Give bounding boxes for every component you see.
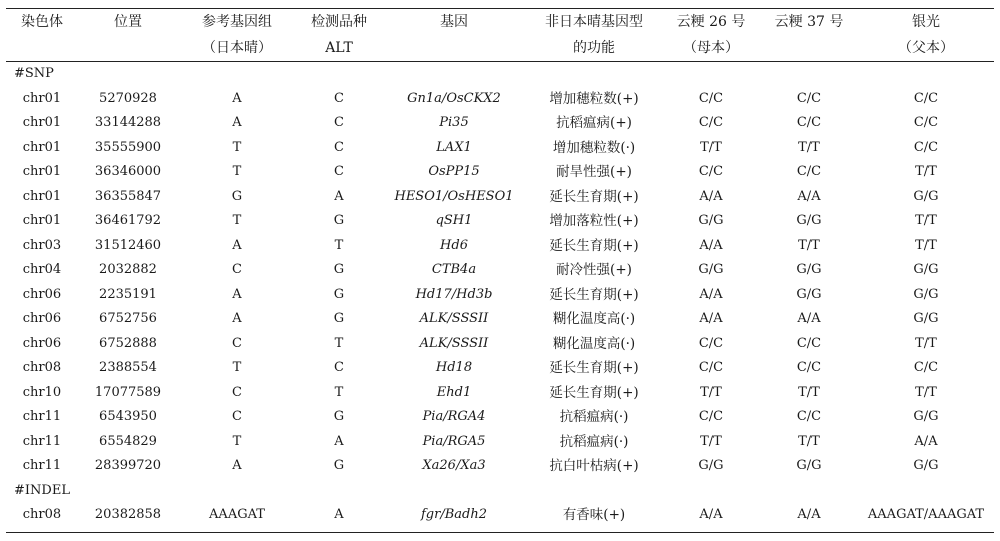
chromosome-cell: chr11 <box>22 458 62 473</box>
function-cell: 耐旱性强(+) <box>556 164 632 180</box>
header-position: 位置 <box>114 14 142 30</box>
gene-cell: LAX1 <box>436 139 472 155</box>
header-yinguang-sub: （父本） <box>898 40 954 56</box>
yinguang-genotype-cell: T/T <box>915 164 937 179</box>
yunjing26-genotype-cell: C/C <box>698 360 724 375</box>
reference-allele-cell: G <box>231 188 243 204</box>
chromosome-cell: chr06 <box>22 335 62 351</box>
alt-allele-cell: G <box>333 286 345 302</box>
yunjing37-genotype-cell: C/C <box>796 360 822 375</box>
yunjing26-genotype-cell: A/A <box>699 311 723 326</box>
yunjing26-genotype-cell: G/G <box>698 262 724 277</box>
header-yunjing37-sub <box>760 35 858 62</box>
table-row <box>6 381 994 406</box>
yinguang-genotype-cell: G/G <box>913 458 939 473</box>
header-yinguang: 银光 <box>912 14 940 30</box>
table-row <box>6 234 994 259</box>
yinguang-genotype-cell: C/C <box>913 360 939 375</box>
yunjing37-genotype-cell: G/G <box>796 458 822 473</box>
position-cell: 6752888 <box>99 335 157 351</box>
chromosome-cell: chr01 <box>22 213 62 228</box>
yinguang-genotype-cell: G/G <box>913 188 939 204</box>
gene-cell: fgr/Badh2 <box>421 507 487 522</box>
alt-allele-cell: A <box>334 433 344 449</box>
genotype-table <box>6 9 994 528</box>
alt-allele-cell: G <box>333 409 345 424</box>
section-row <box>6 62 994 87</box>
table-row <box>6 356 994 381</box>
yunjing37-genotype-cell: A/A <box>797 507 821 522</box>
alt-allele-cell: T <box>334 237 344 253</box>
yinguang-genotype-cell: T/T <box>915 213 937 228</box>
yunjing37-genotype-cell: C/C <box>796 335 822 351</box>
reference-allele-cell: A <box>232 286 242 302</box>
yinguang-genotype-cell: T/T <box>915 384 937 400</box>
position-cell: 35555900 <box>94 139 162 155</box>
yunjing37-genotype-cell: C/C <box>796 164 822 179</box>
chromosome-cell: chr01 <box>22 90 62 106</box>
table-row <box>6 332 994 357</box>
header-reference-genome: 参考基因组 <box>202 14 272 30</box>
table-row <box>6 503 994 528</box>
header-chromosome: 染色体 <box>21 14 63 30</box>
reference-allele-cell: A <box>232 458 242 473</box>
header-reference-genome-sub: （日本晴） <box>202 40 272 56</box>
table-row <box>6 430 994 455</box>
yunjing26-genotype-cell: A/A <box>699 507 723 522</box>
yinguang-genotype-cell: G/G <box>913 409 939 424</box>
alt-allele-cell: C <box>334 164 344 179</box>
alt-allele-cell: G <box>333 458 345 473</box>
reference-allele-cell: A <box>232 90 242 106</box>
function-cell: 延长生育期(+) <box>549 384 639 401</box>
reference-allele-cell: C <box>232 384 242 400</box>
gene-cell: CTB4a <box>431 262 477 277</box>
yinguang-genotype-cell: G/G <box>913 262 939 277</box>
gene-cell: ALK/SSSII <box>419 335 489 351</box>
reference-allele-cell: C <box>232 409 242 424</box>
gene-cell: ALK/SSSII <box>419 311 489 326</box>
reference-allele-cell: A <box>232 311 242 326</box>
function-cell: 延长生育期(+) <box>549 237 639 254</box>
table-row <box>6 307 994 332</box>
position-cell: 31512460 <box>94 237 162 253</box>
gene-cell: Hd6 <box>440 237 468 253</box>
reference-allele-cell: AAAGAT <box>209 507 265 522</box>
reference-allele-cell: A <box>232 115 242 130</box>
yunjing37-genotype-cell: G/G <box>796 262 822 277</box>
function-cell: 增加穗粒数(+) <box>549 90 639 107</box>
yunjing37-genotype-cell: C/C <box>796 409 822 424</box>
chromosome-cell: chr03 <box>22 237 62 253</box>
chromosome-cell: chr04 <box>22 262 62 277</box>
position-cell: 2388554 <box>99 360 157 375</box>
genotype-table-container <box>6 0 994 541</box>
function-cell: 延长生育期(+) <box>549 286 639 303</box>
yunjing37-genotype-cell: T/T <box>798 237 820 253</box>
alt-allele-cell: C <box>334 360 344 375</box>
header-yunjing37: 云粳 37 号 <box>774 14 844 30</box>
position-cell: 28399720 <box>94 458 162 473</box>
yunjing37-genotype-cell: A/A <box>797 188 821 204</box>
header-function-sub: 的功能 <box>573 40 615 56</box>
position-cell: 33144288 <box>94 115 162 130</box>
reference-allele-cell: T <box>232 360 242 375</box>
position-cell: 5270928 <box>99 90 157 106</box>
chromosome-cell: chr11 <box>22 409 62 424</box>
chromosome-cell: chr08 <box>22 360 62 375</box>
section-label: #INDEL <box>14 482 70 498</box>
yinguang-genotype-cell: T/T <box>915 335 937 351</box>
yunjing26-genotype-cell: T/T <box>700 433 722 449</box>
table-row <box>6 160 994 185</box>
alt-allele-cell: T <box>334 384 344 400</box>
gene-cell: Hd17/Hd3b <box>415 286 493 302</box>
gene-cell: Ehd1 <box>436 384 472 400</box>
yunjing26-genotype-cell: A/A <box>699 237 723 253</box>
alt-allele-cell: G <box>333 262 345 277</box>
alt-allele-cell: G <box>333 311 345 326</box>
table-body <box>6 62 994 528</box>
alt-allele-cell: T <box>334 335 344 351</box>
yunjing26-genotype-cell: C/C <box>698 335 724 351</box>
alt-allele-cell: A <box>334 188 344 204</box>
gene-cell: Xa26/Xa3 <box>422 458 486 473</box>
table-row <box>6 258 994 283</box>
table-row <box>6 136 994 161</box>
table-row <box>6 87 994 112</box>
yinguang-genotype-cell: AAAGAT/AAAGAT <box>867 507 985 522</box>
header-detected-variety: 检测品种 <box>311 14 367 30</box>
alt-allele-cell: C <box>334 115 344 130</box>
yunjing26-genotype-cell: C/C <box>698 409 724 424</box>
yinguang-genotype-cell: C/C <box>913 139 939 155</box>
header-row-2 <box>6 35 994 62</box>
chromosome-cell: chr10 <box>22 384 62 400</box>
position-cell: 36461792 <box>94 213 162 228</box>
yinguang-genotype-cell: A/A <box>914 433 938 449</box>
chromosome-cell: chr06 <box>22 286 62 302</box>
yunjing26-genotype-cell: G/G <box>698 458 724 473</box>
section-label: #SNP <box>14 66 54 81</box>
alt-allele-cell: A <box>334 507 344 522</box>
chromosome-cell: chr11 <box>22 433 62 449</box>
chromosome-cell: chr01 <box>22 115 62 130</box>
gene-cell: HESO1/OsHESO1 <box>394 188 514 204</box>
function-cell: 延长生育期(+) <box>549 360 639 376</box>
header-gene-sub <box>382 35 526 62</box>
header-position-sub <box>78 35 178 62</box>
reference-allele-cell: T <box>232 139 242 155</box>
yunjing37-genotype-cell: C/C <box>796 90 822 106</box>
table-row <box>6 185 994 210</box>
yunjing37-genotype-cell: A/A <box>797 311 821 326</box>
function-cell: 增加落粒性(+) <box>549 213 639 229</box>
table-row <box>6 209 994 234</box>
yunjing37-genotype-cell: T/T <box>798 433 820 449</box>
position-cell: 36346000 <box>94 164 162 179</box>
yinguang-genotype-cell: T/T <box>915 237 937 253</box>
position-cell: 6752756 <box>99 311 157 326</box>
yunjing26-genotype-cell: A/A <box>699 286 723 302</box>
position-cell: 2032882 <box>99 262 157 277</box>
header-yunjing26: 云粳 26 号 <box>676 14 746 30</box>
table-header <box>6 9 994 62</box>
yunjing37-genotype-cell: T/T <box>798 384 820 400</box>
chromosome-cell: chr01 <box>22 139 62 155</box>
position-cell: 17077589 <box>94 384 162 400</box>
gene-cell: OsPP15 <box>428 164 480 179</box>
function-cell: 糊化温度高(·) <box>552 335 636 352</box>
yunjing26-genotype-cell: C/C <box>698 115 724 130</box>
gene-cell: Pi35 <box>439 115 469 130</box>
position-cell: 20382858 <box>94 507 162 522</box>
function-cell: 耐冷性强(+) <box>556 262 632 278</box>
table-row <box>6 454 994 479</box>
gene-cell: qSH1 <box>435 213 473 228</box>
gene-cell: Hd18 <box>435 360 473 375</box>
yunjing26-genotype-cell: T/T <box>700 139 722 155</box>
yunjing26-genotype-cell: C/C <box>698 164 724 179</box>
gene-cell: Pia/RGA5 <box>422 433 486 449</box>
table-row <box>6 405 994 430</box>
function-cell: 增加穗粒数(·) <box>552 139 636 156</box>
alt-allele-cell: C <box>334 139 344 155</box>
function-cell: 抗稻瘟病(+) <box>556 115 632 131</box>
function-cell: 有香味(+) <box>562 507 626 523</box>
yunjing26-genotype-cell: G/G <box>698 213 724 228</box>
position-cell: 6543950 <box>99 409 157 424</box>
header-chromosome-sub <box>6 35 78 62</box>
table-row <box>6 283 994 308</box>
reference-allele-cell: C <box>232 262 242 277</box>
reference-allele-cell: A <box>232 237 242 253</box>
chromosome-cell: chr06 <box>22 311 62 326</box>
yunjing26-genotype-cell: T/T <box>700 384 722 400</box>
header-row-1 <box>6 9 994 35</box>
header-function: 非日本晴基因型 <box>545 14 643 30</box>
gene-cell: Pia/RGA4 <box>422 409 486 424</box>
yunjing26-genotype-cell: A/A <box>699 188 723 204</box>
function-cell: 延长生育期(+) <box>549 188 639 205</box>
position-cell: 6554829 <box>99 433 157 449</box>
yinguang-genotype-cell: C/C <box>913 115 939 130</box>
function-cell: 糊化温度高(·) <box>552 311 636 327</box>
alt-allele-cell: G <box>333 213 345 228</box>
table-row <box>6 111 994 136</box>
header-gene: 基因 <box>440 14 468 30</box>
yunjing37-genotype-cell: G/G <box>796 286 822 302</box>
reference-allele-cell: T <box>232 433 242 449</box>
reference-allele-cell: T <box>232 213 242 228</box>
yunjing37-genotype-cell: C/C <box>796 115 822 130</box>
table-bottom-rule <box>6 532 994 533</box>
reference-allele-cell: C <box>232 335 242 351</box>
chromosome-cell: chr01 <box>22 188 62 204</box>
yunjing26-genotype-cell: C/C <box>698 90 724 106</box>
header-yunjing26-sub: （母本） <box>683 40 739 56</box>
reference-allele-cell: T <box>232 164 242 179</box>
gene-cell: Gn1a/OsCKX2 <box>407 90 501 106</box>
yunjing37-genotype-cell: G/G <box>796 213 822 228</box>
yunjing37-genotype-cell: T/T <box>798 139 820 155</box>
yinguang-genotype-cell: C/C <box>913 90 939 106</box>
position-cell: 2235191 <box>99 286 157 302</box>
chromosome-cell: chr08 <box>22 507 62 522</box>
header-detected-variety-sub: ALT <box>325 40 353 56</box>
function-cell: 抗稻瘟病(·) <box>559 409 629 425</box>
function-cell: 抗白叶枯病(+) <box>549 458 639 474</box>
function-cell: 抗稻瘟病(·) <box>559 433 629 450</box>
yinguang-genotype-cell: G/G <box>913 311 939 326</box>
chromosome-cell: chr01 <box>22 164 62 179</box>
yinguang-genotype-cell: G/G <box>913 286 939 302</box>
position-cell: 36355847 <box>94 188 162 204</box>
alt-allele-cell: C <box>334 90 344 106</box>
section-row <box>6 479 994 504</box>
